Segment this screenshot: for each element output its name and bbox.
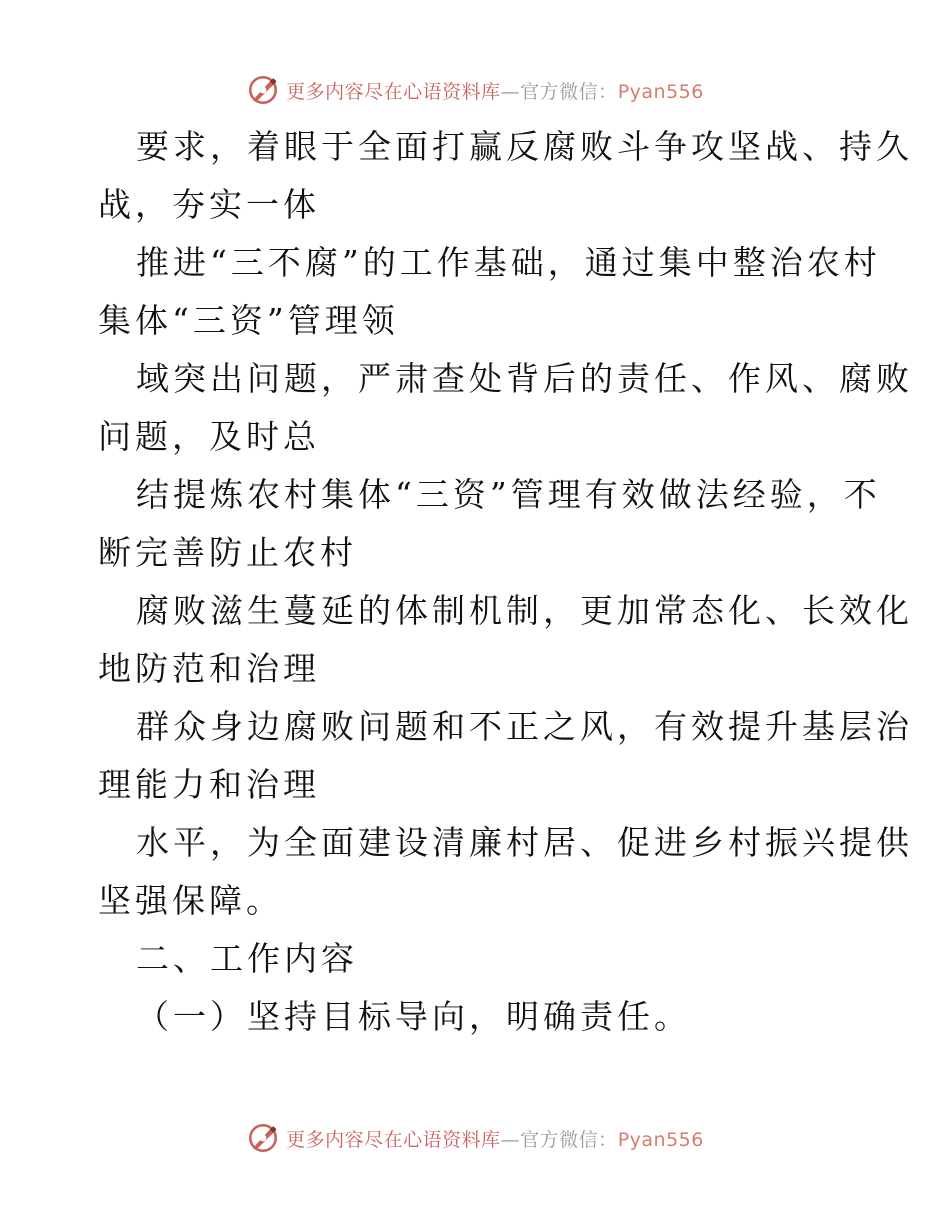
document-body — [98, 118, 913, 1046]
doc-line-14: 坚强保障。 — [98, 881, 283, 920]
doc-line-11: 群众身边腐败问题和不正之风，有效提升基层治 — [136, 707, 913, 746]
doc-line-2: 战，夯实一体 — [98, 185, 320, 224]
watermark-dash: — — [500, 80, 521, 103]
doc-line-13: 水平，为全面建设清廉村居、促进乡村振兴提供 — [136, 823, 913, 862]
footer-watermark — [0, 1118, 950, 1158]
watermark-official-label: 官方微信： — [520, 1128, 618, 1151]
doc-line-5: 域突出问题，严肃查处背后的责任、作风、腐败 — [136, 359, 913, 398]
doc-line-3: 推进“三不腐”的工作基础，通过集中整治农村 — [136, 243, 881, 282]
doc-line-9: 腐败滋生蔓延的体制机制，更加常态化、长效化 — [136, 591, 913, 630]
header-watermark — [0, 70, 950, 110]
doc-line-7: 结提炼农村集体“三资”管理有效做法经验，不 — [136, 475, 881, 514]
doc-line-6: 问题，及时总 — [98, 417, 320, 456]
watermark-dash: — — [500, 1128, 521, 1151]
doc-line-4: 集体“三资”管理领 — [98, 301, 399, 340]
watermark-wechat-id: Pyan556 — [617, 1128, 704, 1151]
pen-circle-logo-icon — [246, 1121, 280, 1155]
subsection-heading: （一）坚持目标导向，明确责任。 — [136, 997, 691, 1036]
watermark-wechat-id: Pyan556 — [617, 80, 704, 103]
doc-line-1: 要求，着眼于全面打赢反腐败斗争攻坚战、持久 — [136, 127, 913, 166]
watermark-brand: 更多内容尽在心语资料库 — [286, 1128, 501, 1151]
pen-circle-logo-icon — [246, 73, 280, 107]
watermark-official-label: 官方微信： — [520, 80, 618, 103]
section-heading: 二、工作内容 — [136, 939, 358, 978]
watermark-brand: 更多内容尽在心语资料库 — [286, 80, 501, 103]
doc-line-10: 地防范和治理 — [98, 649, 320, 688]
doc-line-8: 断完善防止农村 — [98, 533, 357, 572]
doc-line-12: 理能力和治理 — [98, 765, 320, 804]
